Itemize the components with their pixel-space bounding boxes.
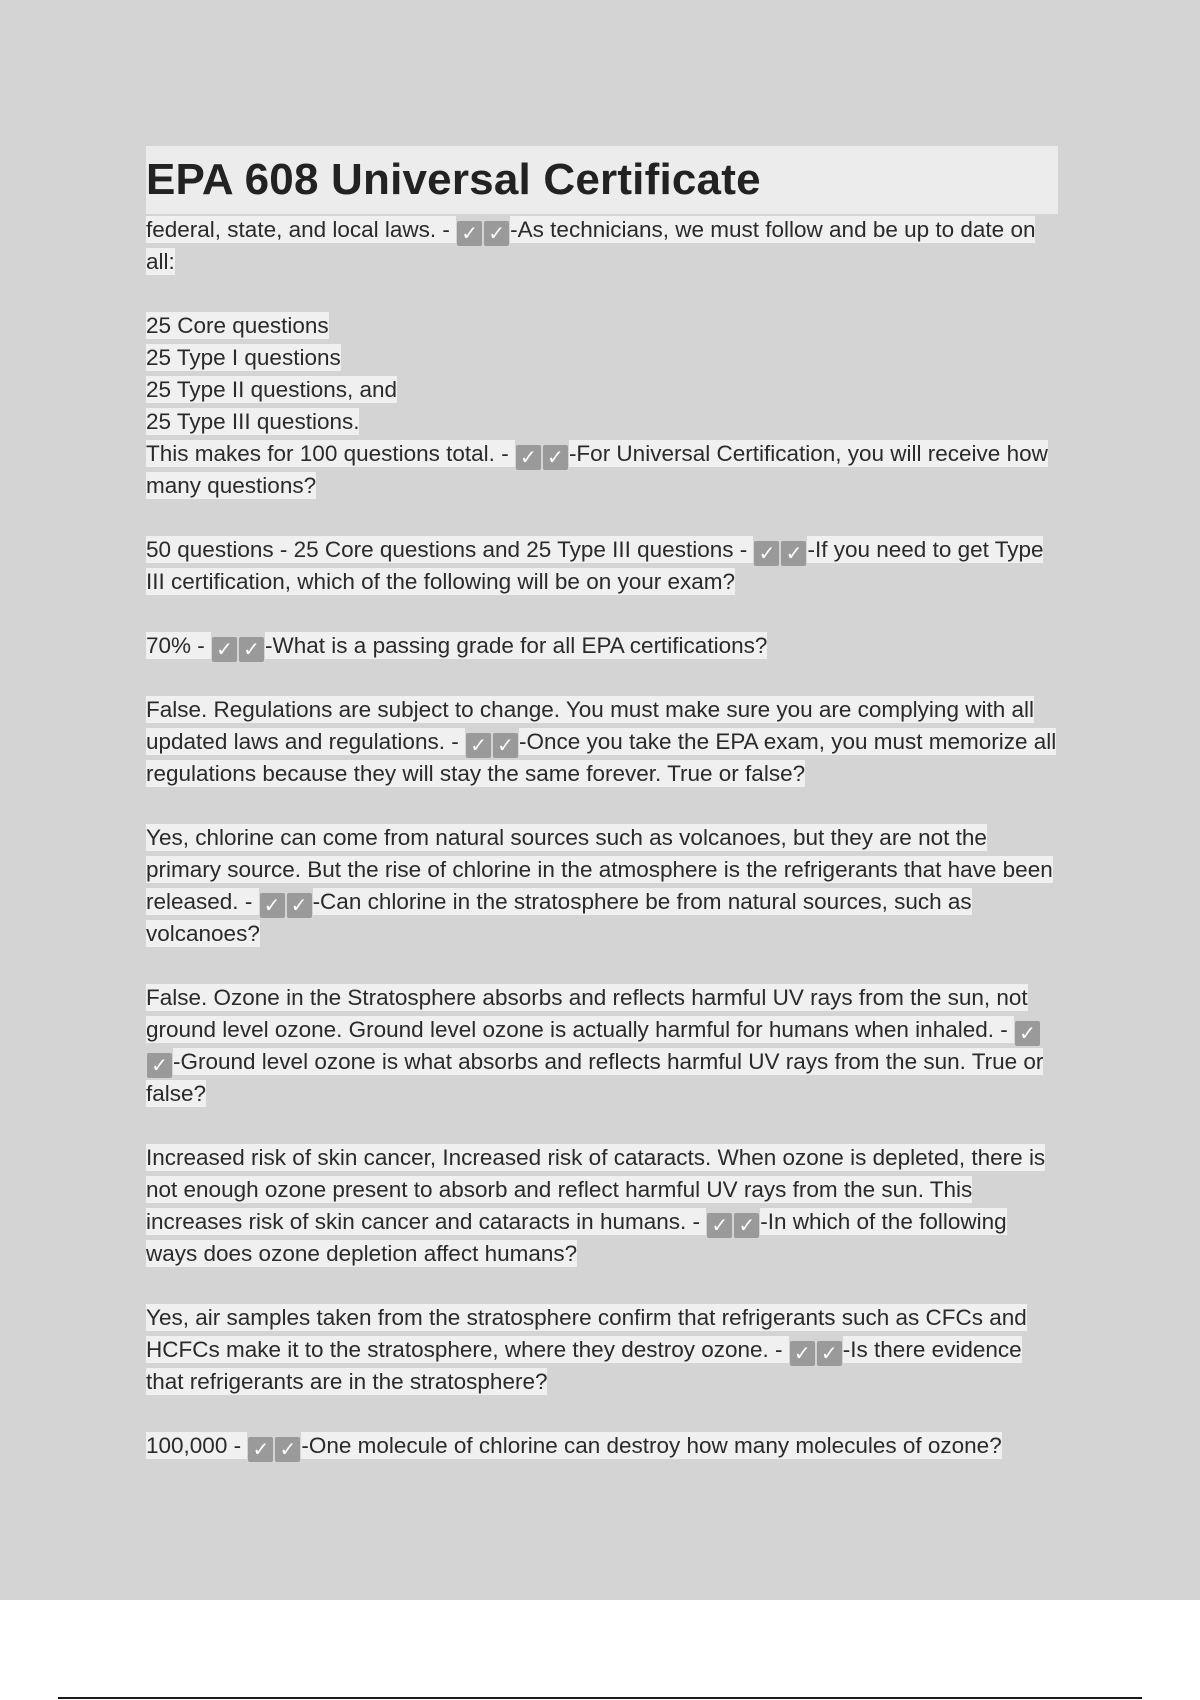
checkmark-icon: ✓: [1015, 1021, 1040, 1046]
answer-text: False. Regulations are subject to change. You must make sure you are complying with all updated laws and regulations.: [146, 697, 1034, 754]
qa-item: [146, 1302, 1058, 1398]
question-text: -One molecule of chlorine can destroy how many molecules of ozone?: [301, 1433, 1002, 1458]
qa-list: [146, 214, 1058, 1462]
qa-item: [146, 630, 1058, 662]
checkmark-icon: ✓: [457, 221, 482, 246]
checkmark-icon: ✓: [817, 1341, 842, 1366]
question-text: -What is a passing grade for all EPA certifications?: [265, 633, 768, 658]
separator: -: [191, 633, 212, 658]
separator: -: [238, 889, 259, 914]
qa-item: [146, 214, 1058, 278]
answer-text: Yes, air samples taken from the stratosphere confirm that refrigerants such as CFCs and HCFCs make it to the stratosphere, where they destroy ozone.: [146, 1305, 1027, 1362]
answer-text: 100,000: [146, 1433, 228, 1458]
checkmark-icon: ✓: [260, 893, 285, 918]
answer-text: 25 Type III questions.: [146, 409, 360, 434]
separator: -: [436, 217, 457, 242]
document-content: [146, 146, 1058, 1494]
separator: -: [494, 441, 515, 466]
checkmark-icon: ✓: [781, 541, 806, 566]
answer-text: False. Ozone in the Stratosphere absorbs and reflects harmful UV rays from the sun, not ground level ozone. Ground level ozone is actually harmful for humans when inhaled.: [146, 985, 1028, 1042]
document-title: EPA 608 Universal Certificate: [146, 155, 761, 204]
checkmark-icon: ✓: [790, 1341, 815, 1366]
question-text: -In which of the following ways does ozone depletion affect humans?: [146, 1209, 1007, 1266]
separator: -: [227, 1433, 248, 1458]
checkmark-icon: ✓: [543, 445, 568, 470]
qa-item: [146, 694, 1058, 790]
separator: -: [994, 1017, 1015, 1042]
checkmark-icon: ✓: [147, 1053, 172, 1078]
checkmark-icon: ✓: [466, 733, 491, 758]
checkmark-icon: ✓: [707, 1213, 732, 1238]
checkmark-icon: ✓: [239, 637, 264, 662]
question-text: -Can chlorine in the stratosphere be from natural sources, such as volcanoes?: [146, 889, 972, 946]
qa-item: [146, 310, 1058, 502]
question-text: -For Universal Certification, you will receive how many questions?: [146, 441, 1048, 498]
separator: -: [733, 537, 754, 562]
qa-item: [146, 1142, 1058, 1270]
checkmark-icon: ✓: [493, 733, 518, 758]
qa-item: [146, 982, 1058, 1110]
answer-text: 25 Type II questions, and: [146, 377, 398, 402]
answer-text: This makes for 100 questions total.: [146, 441, 495, 466]
question-text: -Is there evidence that refrigerants are in the stratosphere?: [146, 1337, 1022, 1394]
checkmark-icon: ✓: [287, 893, 312, 918]
separator: -: [444, 729, 465, 754]
answer-text: federal, state, and local laws.: [146, 217, 437, 242]
separator: -: [768, 1337, 789, 1362]
checkmark-icon: ✓: [484, 221, 509, 246]
question-text: -If you need to get Type III certification, which of the following will be on your exam?: [146, 537, 1044, 594]
answer-text: 50 questions - 25 Core questions and 25 Type III questions: [146, 537, 734, 562]
answer-text: 25 Core questions: [146, 313, 329, 338]
footer-divider: [58, 1697, 1142, 1699]
question-text: -As technicians, we must follow and be up to date on all:: [146, 217, 1036, 274]
checkmark-icon: ✓: [212, 637, 237, 662]
answer-text: Yes, chlorine can come from natural sources such as volcanoes, but they are not the primary source. But the rise of chlorine in the atmosphere is the refrigerants that have been released.: [146, 825, 1053, 914]
title-bar: [146, 146, 1058, 214]
checkmark-icon: ✓: [734, 1213, 759, 1238]
checkmark-icon: ✓: [275, 1437, 300, 1462]
qa-item: [146, 1430, 1058, 1462]
qa-item: [146, 822, 1058, 950]
checkmark-icon: ✓: [516, 445, 541, 470]
qa-item: [146, 534, 1058, 598]
answer-text: 70%: [146, 633, 192, 658]
answer-text: 25 Type I questions: [146, 345, 341, 370]
question-text: -Ground level ozone is what absorbs and reflects harmful UV rays from the sun. True or false?: [146, 1049, 1044, 1106]
answer-text: Increased risk of skin cancer, Increased risk of cataracts. When ozone is depleted, there is not enough ozone present to absorb and reflect harmful UV rays from the sun. This increases risk of skin cancer and cataracts in humans.: [146, 1145, 1046, 1234]
checkmark-icon: ✓: [248, 1437, 273, 1462]
separator: -: [686, 1209, 707, 1234]
question-text: -Once you take the EPA exam, you must memorize all regulations because they will stay the same forever. True or false?: [146, 729, 1057, 786]
checkmark-icon: ✓: [754, 541, 779, 566]
